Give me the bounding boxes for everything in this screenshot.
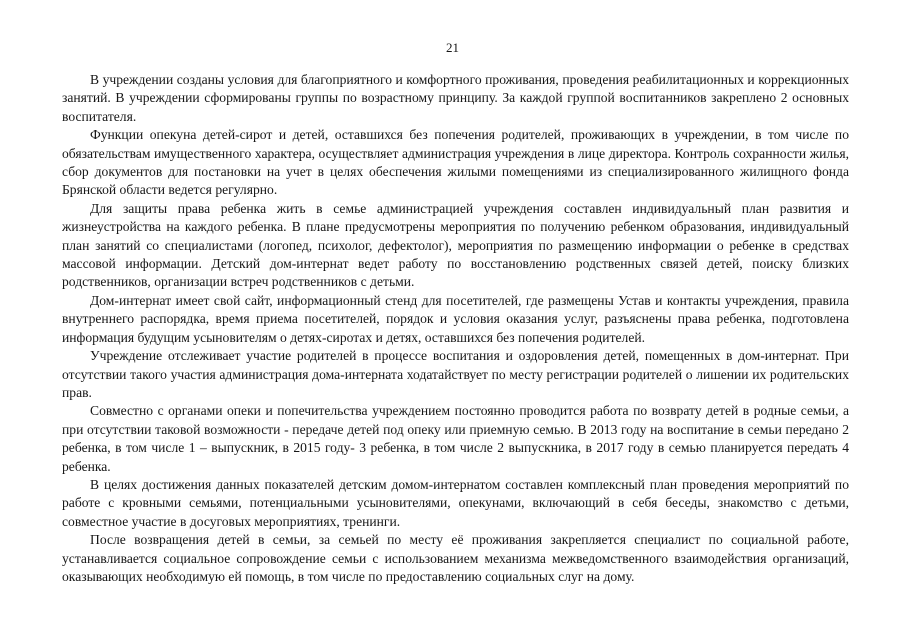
document-body (62, 71, 849, 586)
paragraph-parental-participation: Учреждение отслеживает участие родителей в процессе воспитания и оздоровления детей, помещенных в дом-интернат. При отсутствии такого участия администрация дома-интерната ходатайствует по месту регистрации родителей о лишении их родительских прав. (62, 348, 849, 400)
page-number: 21 (446, 40, 459, 55)
paragraph-individual-plan: Для защиты права ребенка жить в семье администрацией учреждения составлен индивидуальный план развития и жизнеустройства на каждого ребенка. В плане предусмотрены мероприятия по получению ребенком образования, индивидуальный план занятий со специалистами (логопед, психолог, дефектолог), мероприятия по размещению информации о ребенке в средствах массовой информации. Детский дом-интернат ведет работу по восстановлению родственных связей детей, поиску близких родственников, организации встреч родственников с детьми. (62, 200, 849, 290)
paragraph-family-return: Совместно с органами опеки и попечительства учреждением постоянно проводится работа по возврату детей в родные семьи, а при отсутствии таковой возможности - передаче детей под опеку или приемную семью. В 2013 году на воспитание в семьи передано 2 ребенка, в том числе 1 – выпускник, в 2015 году- 3 ребенка, в том числе 2 выпускника, в 2017 году в семью планируется передать 4 ребенка. (62, 403, 849, 474)
paragraph-comprehensive-plan: В целях достижения данных показателей детским домом-интернатом составлен комплексный план проведения мероприятий по работе с кровными семьями, потенциальными усыновителями, опекунами, включающий в себя беседы, знакомство с детьми, совместное участие в досуговых мероприятиях, тренинги. (62, 476, 849, 529)
paragraph-guardian-functions: Функции опекуна детей-сирот и детей, оставшихся без попечения родителей, проживающих в учреждении, в том числе по обязательствам имущественного характера, осуществляет администрация учреждения в лице директора. Контроль сохранности жилья, сбор документов для постановки на учет в целях обеспечения жилыми помещениями из специализированного жилищного фонда Брянской области ведется регулярно. (62, 127, 849, 198)
paragraph-website-info: Дом-интернат имеет свой сайт, информационный стенд для посетителей, где размещены Устав и контакты учреждения, правила внутреннего распорядка, время приема посетителей, порядок и условия оказания услуг, разъяснены права ребенка, подготовлена информация будущим усыновителям о детях-сиротах и детях, оставшихся без попечения родителей. (62, 292, 849, 345)
paragraph-social-support: После возвращения детей в семьи, за семьей по месту её проживания закрепляется специалист по социальной работе, устанавливается социальное сопровождение семьи с использованием механизма межведомственного взаимодействия организаций, оказывающих необходимую ей помощь, в том числе по предоставлению социальных слуг на дому. (62, 532, 849, 584)
paragraph-living-conditions: В учреждении созданы условия для благоприятного и комфортного проживания, проведения реабилитационных и коррекционных занятий. В учреждении сформированы группы по возрастному принципу. За каждой группой воспитанников закреплено 2 основных воспитателя. (62, 72, 849, 124)
